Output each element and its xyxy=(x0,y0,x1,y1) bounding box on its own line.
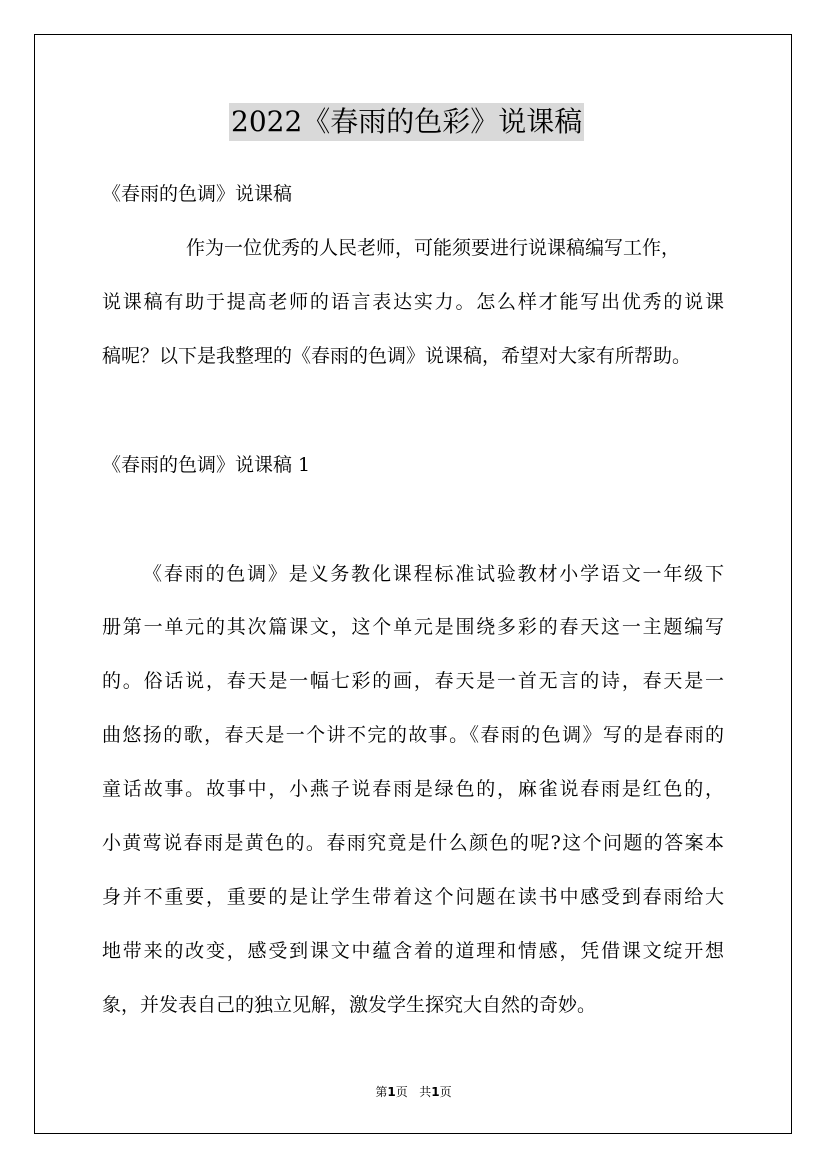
intro-line-3: 稿呢？以下是我整理的《春雨的色调》说课稿，希望对大家有所帮助。 xyxy=(102,345,692,367)
page-total: 1 xyxy=(431,1085,440,1099)
intro-line-1: 作为一位优秀的人民老师，可能须要进行说课稿编写工作， xyxy=(186,237,681,259)
document-title: 2022《春雨的色彩》说课稿 xyxy=(229,103,584,141)
page-total-suffix: 页 xyxy=(439,1085,452,1099)
page-footer xyxy=(0,1084,827,1100)
section-heading: 《春雨的色调》说课稿 1 xyxy=(102,454,311,476)
page-total-prefix: 共 xyxy=(419,1085,432,1099)
body-line-6: 小黄莺说春雨是黄色的。春雨究竟是什么颜色的呢?这个问题的答案本 xyxy=(102,832,724,854)
intro-line-2: 说课稿有助于提高老师的语言表达实力。怎么样才能写出优秀的说课 xyxy=(102,291,724,313)
body-line-2: 册第一单元的其次篇课文，这个单元是围绕多彩的春天这一主题编写 xyxy=(102,616,724,638)
body-line-1: 《春雨的色调》是义务教化课程标准试验教材小学语文一年级下 xyxy=(143,563,724,585)
body-line-5: 童话故事。故事中，小燕子说春雨是绿色的，麻雀说春雨是红色的， xyxy=(102,778,724,800)
body-line-7: 身并不重要，重要的是让学生带着这个问题在读书中感受到春雨给大 xyxy=(102,886,724,908)
body-line-8: 地带来的改变，感受到课文中蕴含着的道理和情感，凭借课文绽开想 xyxy=(102,940,724,962)
page-number: 1 xyxy=(387,1085,396,1099)
body-line-9: 象，并发表自己的独立见解，激发学生探究大自然的奇妙。 xyxy=(102,994,597,1016)
body-line-4: 曲悠扬的歌，春天是一个讲不完的故事。《春雨的色调》写的是春雨的 xyxy=(102,724,724,746)
body-line-3: 的。俗话说，春天是一幅七彩的画，春天是一首无言的诗，春天是一 xyxy=(102,670,724,692)
subtitle: 《春雨的色调》说课稿 xyxy=(102,183,293,205)
page-number-prefix: 第 xyxy=(375,1085,388,1099)
page-number-suffix: 页 xyxy=(395,1085,408,1099)
